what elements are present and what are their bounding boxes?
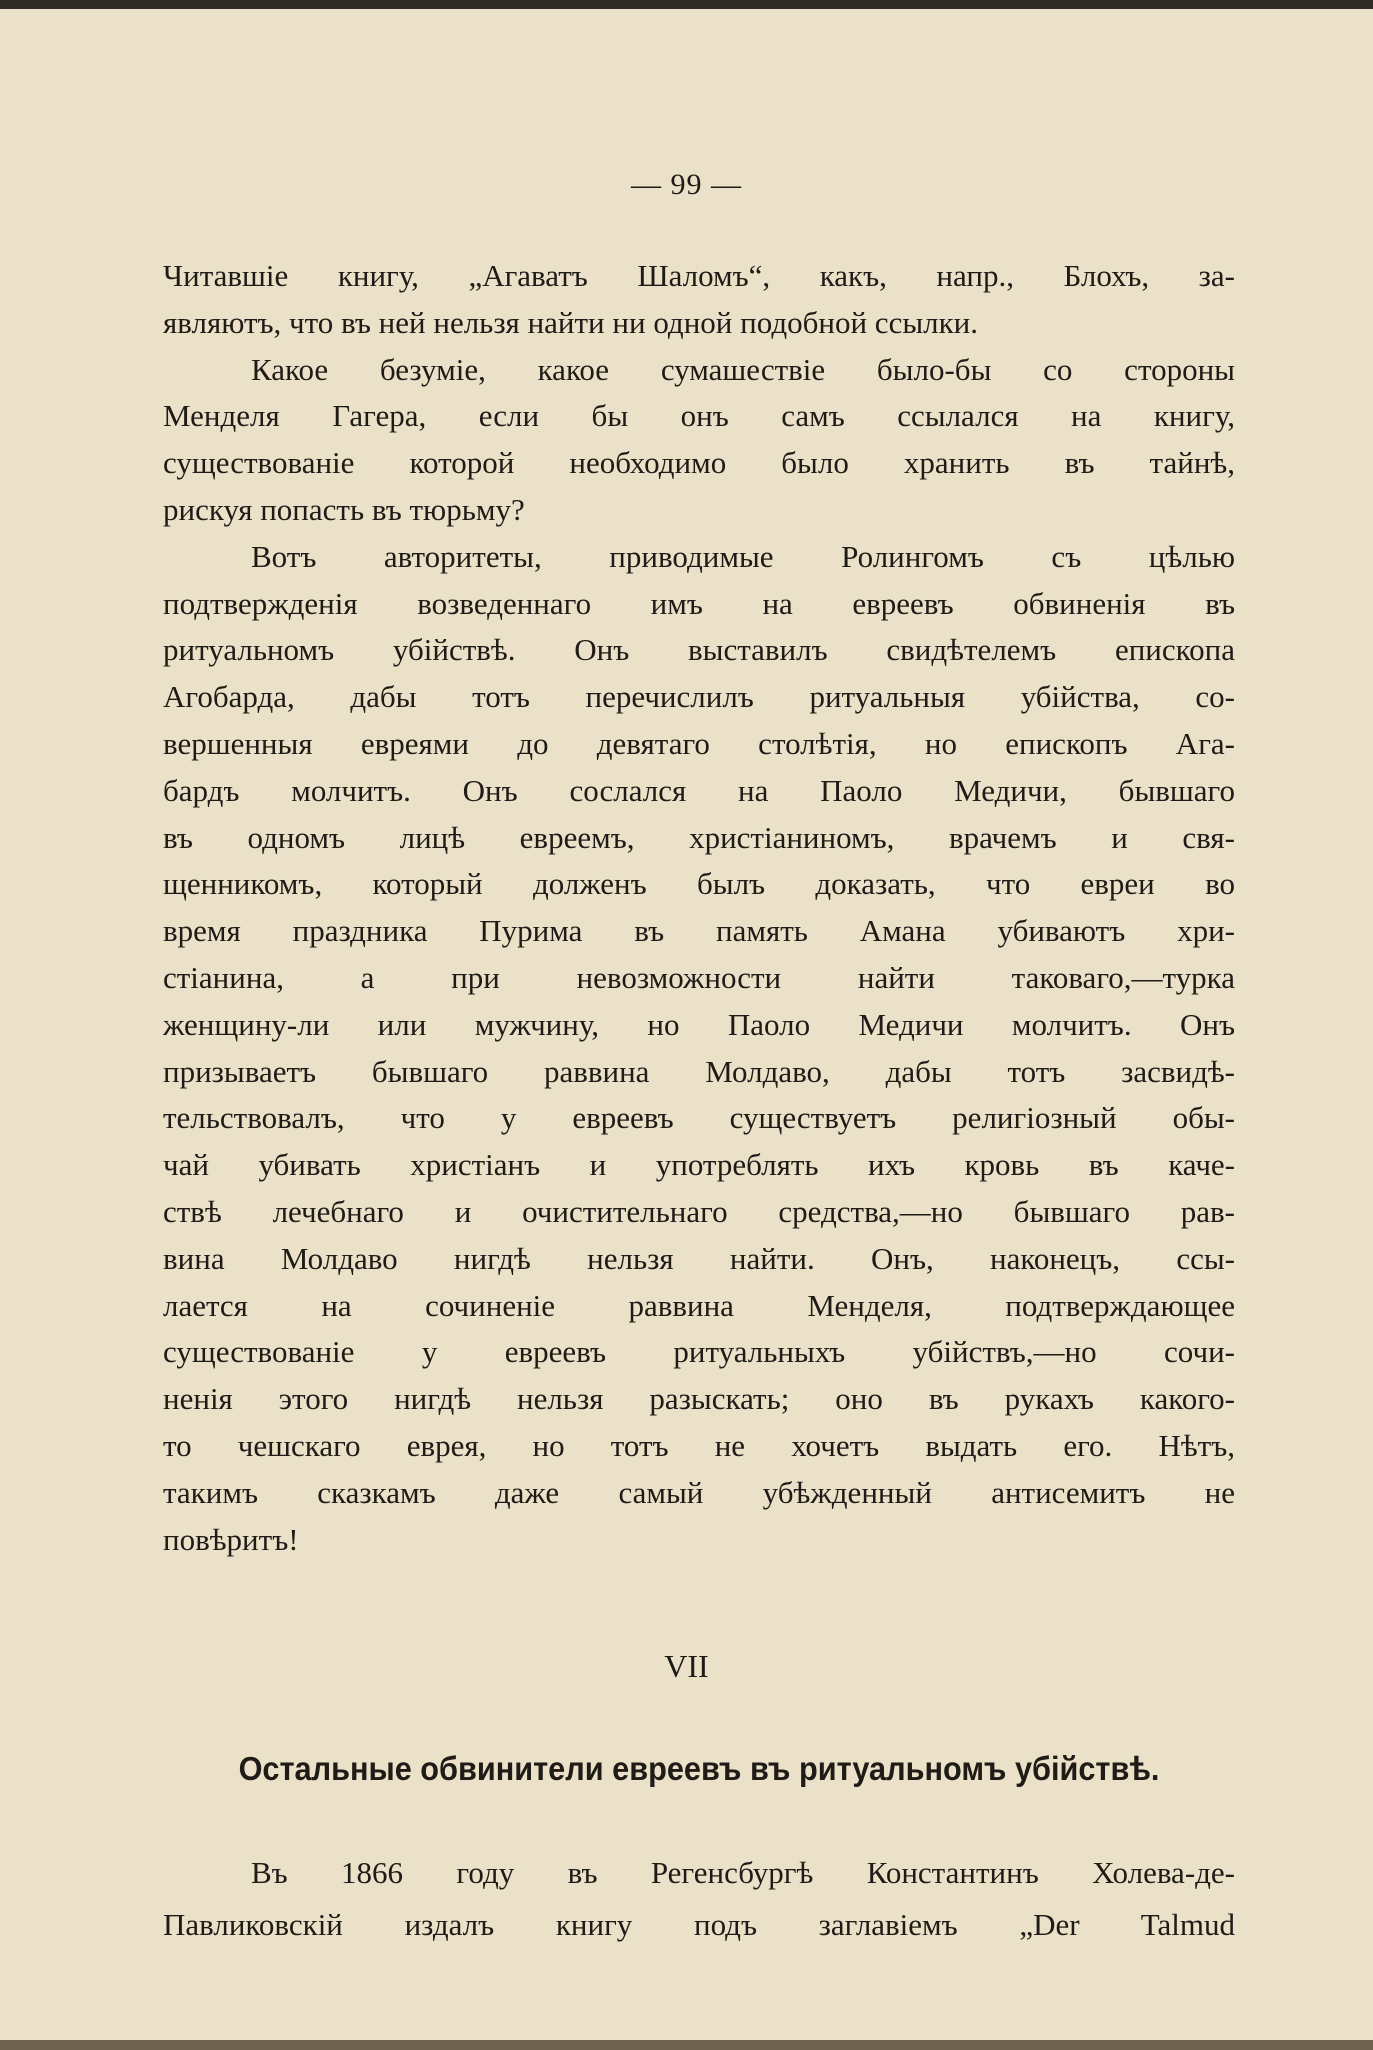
text-line: Агобарда, дабы тотъ перечислилъ ритуальныя убійства, со- xyxy=(163,679,1235,715)
text-line: рискуя попасть въ тюрьму? xyxy=(163,491,525,527)
page-bottom-edge xyxy=(0,2040,1373,2050)
page-number: — 99 — xyxy=(631,168,742,201)
text-line: вина Молдаво нигдѣ нельзя найти. Онъ, наконецъ, ссы- xyxy=(163,1240,1235,1276)
text-line: въ одномъ лицѣ евреемъ, христіаниномъ, врачемъ и свя- xyxy=(163,819,1235,855)
text-line: повѣритъ! xyxy=(163,1521,299,1557)
chapter-title: Остальные обвинители евреевъ въ ритуальномъ убійствѣ. xyxy=(238,1750,1160,1787)
text-line: Какое безуміе, какое сумашествіе было-бы со стороны xyxy=(251,351,1235,387)
text-line: ритуальномъ убійствѣ. Онъ выставилъ свидѣтелемъ епископа xyxy=(163,632,1235,668)
text-line: Читавшіе книгу, „Агаватъ Шаломъ“, какъ, напр., Блохъ, за- xyxy=(163,258,1235,293)
paragraph-3 xyxy=(163,534,1235,1564)
text-line: щенникомъ, который долженъ былъ доказать, что евреи во xyxy=(163,866,1235,902)
page-top-edge xyxy=(0,0,1373,9)
text-line: ненія этого нигдѣ нельзя разыскать; оно въ рукахъ какого- xyxy=(163,1381,1235,1417)
text-line: Въ 1866 году въ Регенсбургѣ Константинъ Холева-де- xyxy=(251,1855,1235,1890)
text-line: тельствовалъ, что у евреевъ существуетъ религіозный обы- xyxy=(163,1100,1235,1136)
text-line: существованіе которой необходимо было хранить въ тайнѣ, xyxy=(163,445,1235,481)
body-text xyxy=(163,253,1235,1563)
chapter-number: VII xyxy=(664,1648,709,1684)
text-line: являютъ, что въ ней нельзя найти ни одной подобной ссылки. xyxy=(163,304,979,340)
paragraph-1 xyxy=(163,253,1235,347)
text-line: подтвержденія возведеннаго имъ на евреевъ обвиненія въ xyxy=(163,585,1235,621)
text-line: Вотъ авторитеты, приводимые Ролингомъ съ цѣлью xyxy=(251,538,1235,574)
text-line: стіанина, а при невозможности найти таковаго,—турка xyxy=(163,959,1235,995)
text-line: то чешскаго еврея, но тотъ не хочетъ выдать его. Нѣтъ, xyxy=(163,1427,1235,1463)
text-line: бардъ молчитъ. Онъ сослался на Паоло Медичи, бывшаго xyxy=(163,772,1235,808)
text-line: существованіе у евреевъ ритуальныхъ убійствъ,—но сочи- xyxy=(163,1334,1235,1370)
text-line: время праздника Пурима въ память Амана убиваютъ хри- xyxy=(163,913,1235,949)
paragraph-2 xyxy=(163,347,1235,534)
text-line: призываетъ бывшаго раввина Молдаво, дабы тотъ засвидѣ- xyxy=(163,1053,1235,1089)
text-line: Менделя Гагера, если бы онъ самъ ссылался на книгу, xyxy=(163,398,1235,434)
text-line: ствѣ лечебнаго и очистительнаго средства,—но бывшаго рав- xyxy=(163,1193,1235,1229)
text-line: такимъ сказкамъ даже самый убѣжденный антисемитъ не xyxy=(163,1474,1235,1510)
text-line: женщину-ли или мужчину, но Паоло Медичи молчитъ. Онъ xyxy=(163,1006,1235,1042)
final-paragraph xyxy=(163,1847,1235,1951)
text-line: вершенныя евреями до девятаго столѣтія, но епископъ Ага- xyxy=(163,725,1235,761)
text-line: лается на сочиненіе раввина Менделя, подтверждающее xyxy=(163,1287,1235,1323)
text-line: Павликовскій издалъ книгу подъ заглавіемъ „Der Talmud xyxy=(163,1907,1235,1942)
text-line: чай убивать христіанъ и употреблять ихъ кровь въ каче- xyxy=(163,1147,1235,1183)
